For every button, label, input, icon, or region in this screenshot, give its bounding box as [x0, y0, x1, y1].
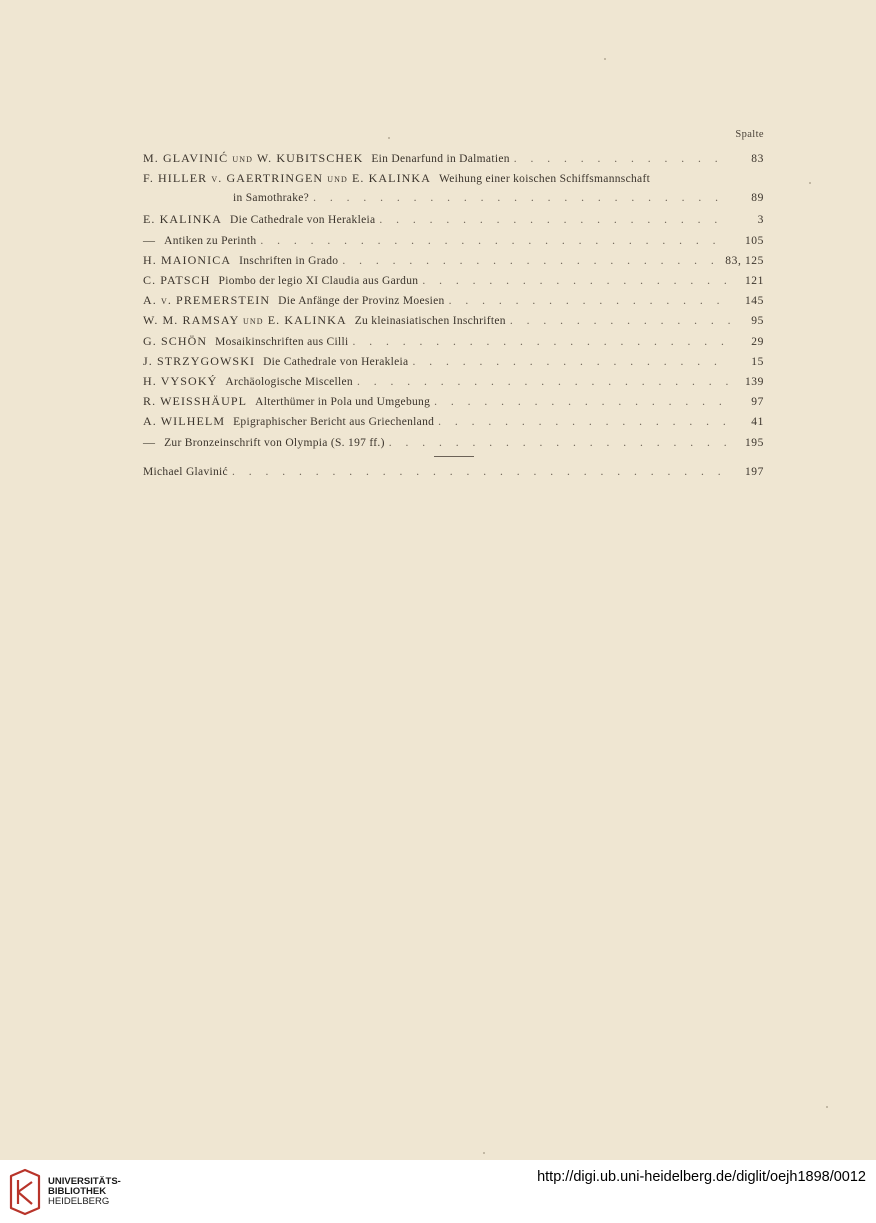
entry-title: Ein Denarfund in Dalmatien [371, 153, 510, 165]
library-name-line: HEIDELBERG [48, 1196, 110, 1207]
entry-page: 97 [751, 396, 764, 408]
entry-title: Epigraphischer Bericht aus Griechenland [233, 416, 435, 428]
entry-author: — [143, 233, 157, 247]
dot-leader [357, 376, 730, 388]
dot-leader [342, 255, 721, 267]
entry-page: 83 [751, 153, 764, 165]
entry-author: H. VYSOKÝ [143, 374, 218, 388]
entry-title: Alterthümer in Pola und Umgebung [255, 396, 431, 408]
toc-entry [143, 394, 764, 412]
entry-page: 139 [744, 376, 764, 388]
dot-leader [232, 466, 730, 478]
table-of-contents [0, 0, 876, 600]
toc-entry [143, 151, 764, 169]
entry-page: 15 [751, 356, 764, 368]
toc-entry [143, 354, 764, 372]
entry-title: Archäologische Miscellen [225, 376, 353, 388]
dot-leader [352, 336, 730, 348]
toc-entry [143, 273, 764, 291]
library-name [48, 1177, 121, 1207]
entry-author: F. HILLER v. GAERTRINGEN und E. KALINKA [143, 171, 431, 185]
toc-entry [143, 374, 764, 392]
entry-page: 197 [744, 466, 764, 478]
heidelberg-library-logo-icon [8, 1168, 42, 1216]
toc-entry [143, 334, 764, 352]
dot-leader [260, 235, 730, 247]
dot-leader [514, 153, 730, 165]
entry-title: Die Cathedrale von Herakleia [263, 356, 409, 368]
toc-entry [143, 414, 764, 432]
toc-entry-obituary [143, 466, 764, 484]
entry-title: Zu kleinasiatischen Inschriften [354, 315, 506, 327]
entry-title: Michael Glavinić [143, 466, 228, 478]
entry-author: C. PATSCH [143, 273, 211, 287]
dot-leader [449, 295, 730, 307]
library-name-line: BIBLIOTHEK [48, 1186, 107, 1197]
entry-title: Piombo der legio XI Claudia aus Gardun [218, 275, 419, 287]
dot-leader [438, 416, 730, 428]
entry-title: Weihung einer koischen Schiffsmannschaft [438, 173, 651, 185]
toc-entry [143, 313, 764, 331]
entry-title: in Samothrake? [233, 192, 310, 204]
entry-author: — [143, 435, 157, 449]
footer-bar [0, 1160, 876, 1223]
entry-title: Antiken zu Perinth [164, 235, 257, 247]
entry-title: Mosaikinschriften aus Cilli [215, 336, 349, 348]
entry-page: 3 [757, 214, 764, 226]
entry-page: 41 [751, 416, 764, 428]
entry-author: W. M. RAMSAY und E. KALINKA [143, 313, 347, 327]
entry-author: R. WEISSHÄUPL [143, 394, 248, 408]
entry-title: Die Cathedrale von Herakleia [230, 214, 376, 226]
entry-title: Inschriften in Grado [239, 255, 339, 267]
dot-leader [389, 437, 730, 449]
entry-title: Zur Bronzeinschrift von Olympia (S. 197 ff.) [164, 437, 385, 449]
dot-leader [434, 396, 730, 408]
paper-speck [483, 1152, 485, 1154]
column-header: Spalte [735, 129, 764, 140]
source-url[interactable]: http://digi.ub.uni-heidelberg.de/diglit/oejh1898/0012 [537, 1169, 866, 1185]
entry-page: 95 [751, 315, 764, 327]
toc-entry [143, 435, 764, 453]
dot-leader [379, 214, 730, 226]
dot-leader [510, 315, 730, 327]
entry-title: Die Anfänge der Provinz Moesien [278, 295, 445, 307]
entry-author: A. v. PREMERSTEIN [143, 293, 271, 307]
toc-entry [143, 253, 764, 271]
toc-entry [143, 212, 764, 230]
entry-page: 121 [744, 275, 764, 287]
entry-author: H. MAIONICA [143, 253, 232, 267]
toc-entry [143, 293, 764, 311]
entry-page: 105 [744, 235, 764, 247]
entry-page: 145 [744, 295, 764, 307]
entry-page: 29 [751, 336, 764, 348]
paper-speck [826, 1106, 828, 1108]
entry-author: M. GLAVINIĆ und W. KUBITSCHEK [143, 151, 364, 165]
section-divider [434, 456, 474, 457]
entry-page: 89 [751, 192, 764, 204]
entry-author: J. STRZYGOWSKI [143, 354, 256, 368]
toc-entry [143, 171, 764, 189]
library-name-line: UNIVERSITÄTS- [48, 1176, 121, 1187]
dot-leader [422, 275, 730, 287]
dot-leader [313, 192, 730, 204]
entry-page: 195 [744, 437, 764, 449]
entry-page: 83, 125 [725, 255, 764, 267]
entry-author: A. WILHELM [143, 414, 226, 428]
entry-author: E. KALINKA [143, 212, 222, 226]
toc-entry-continuation [233, 192, 764, 210]
dot-leader [412, 356, 730, 368]
entry-author: G. SCHÖN [143, 334, 208, 348]
toc-entry [143, 233, 764, 251]
